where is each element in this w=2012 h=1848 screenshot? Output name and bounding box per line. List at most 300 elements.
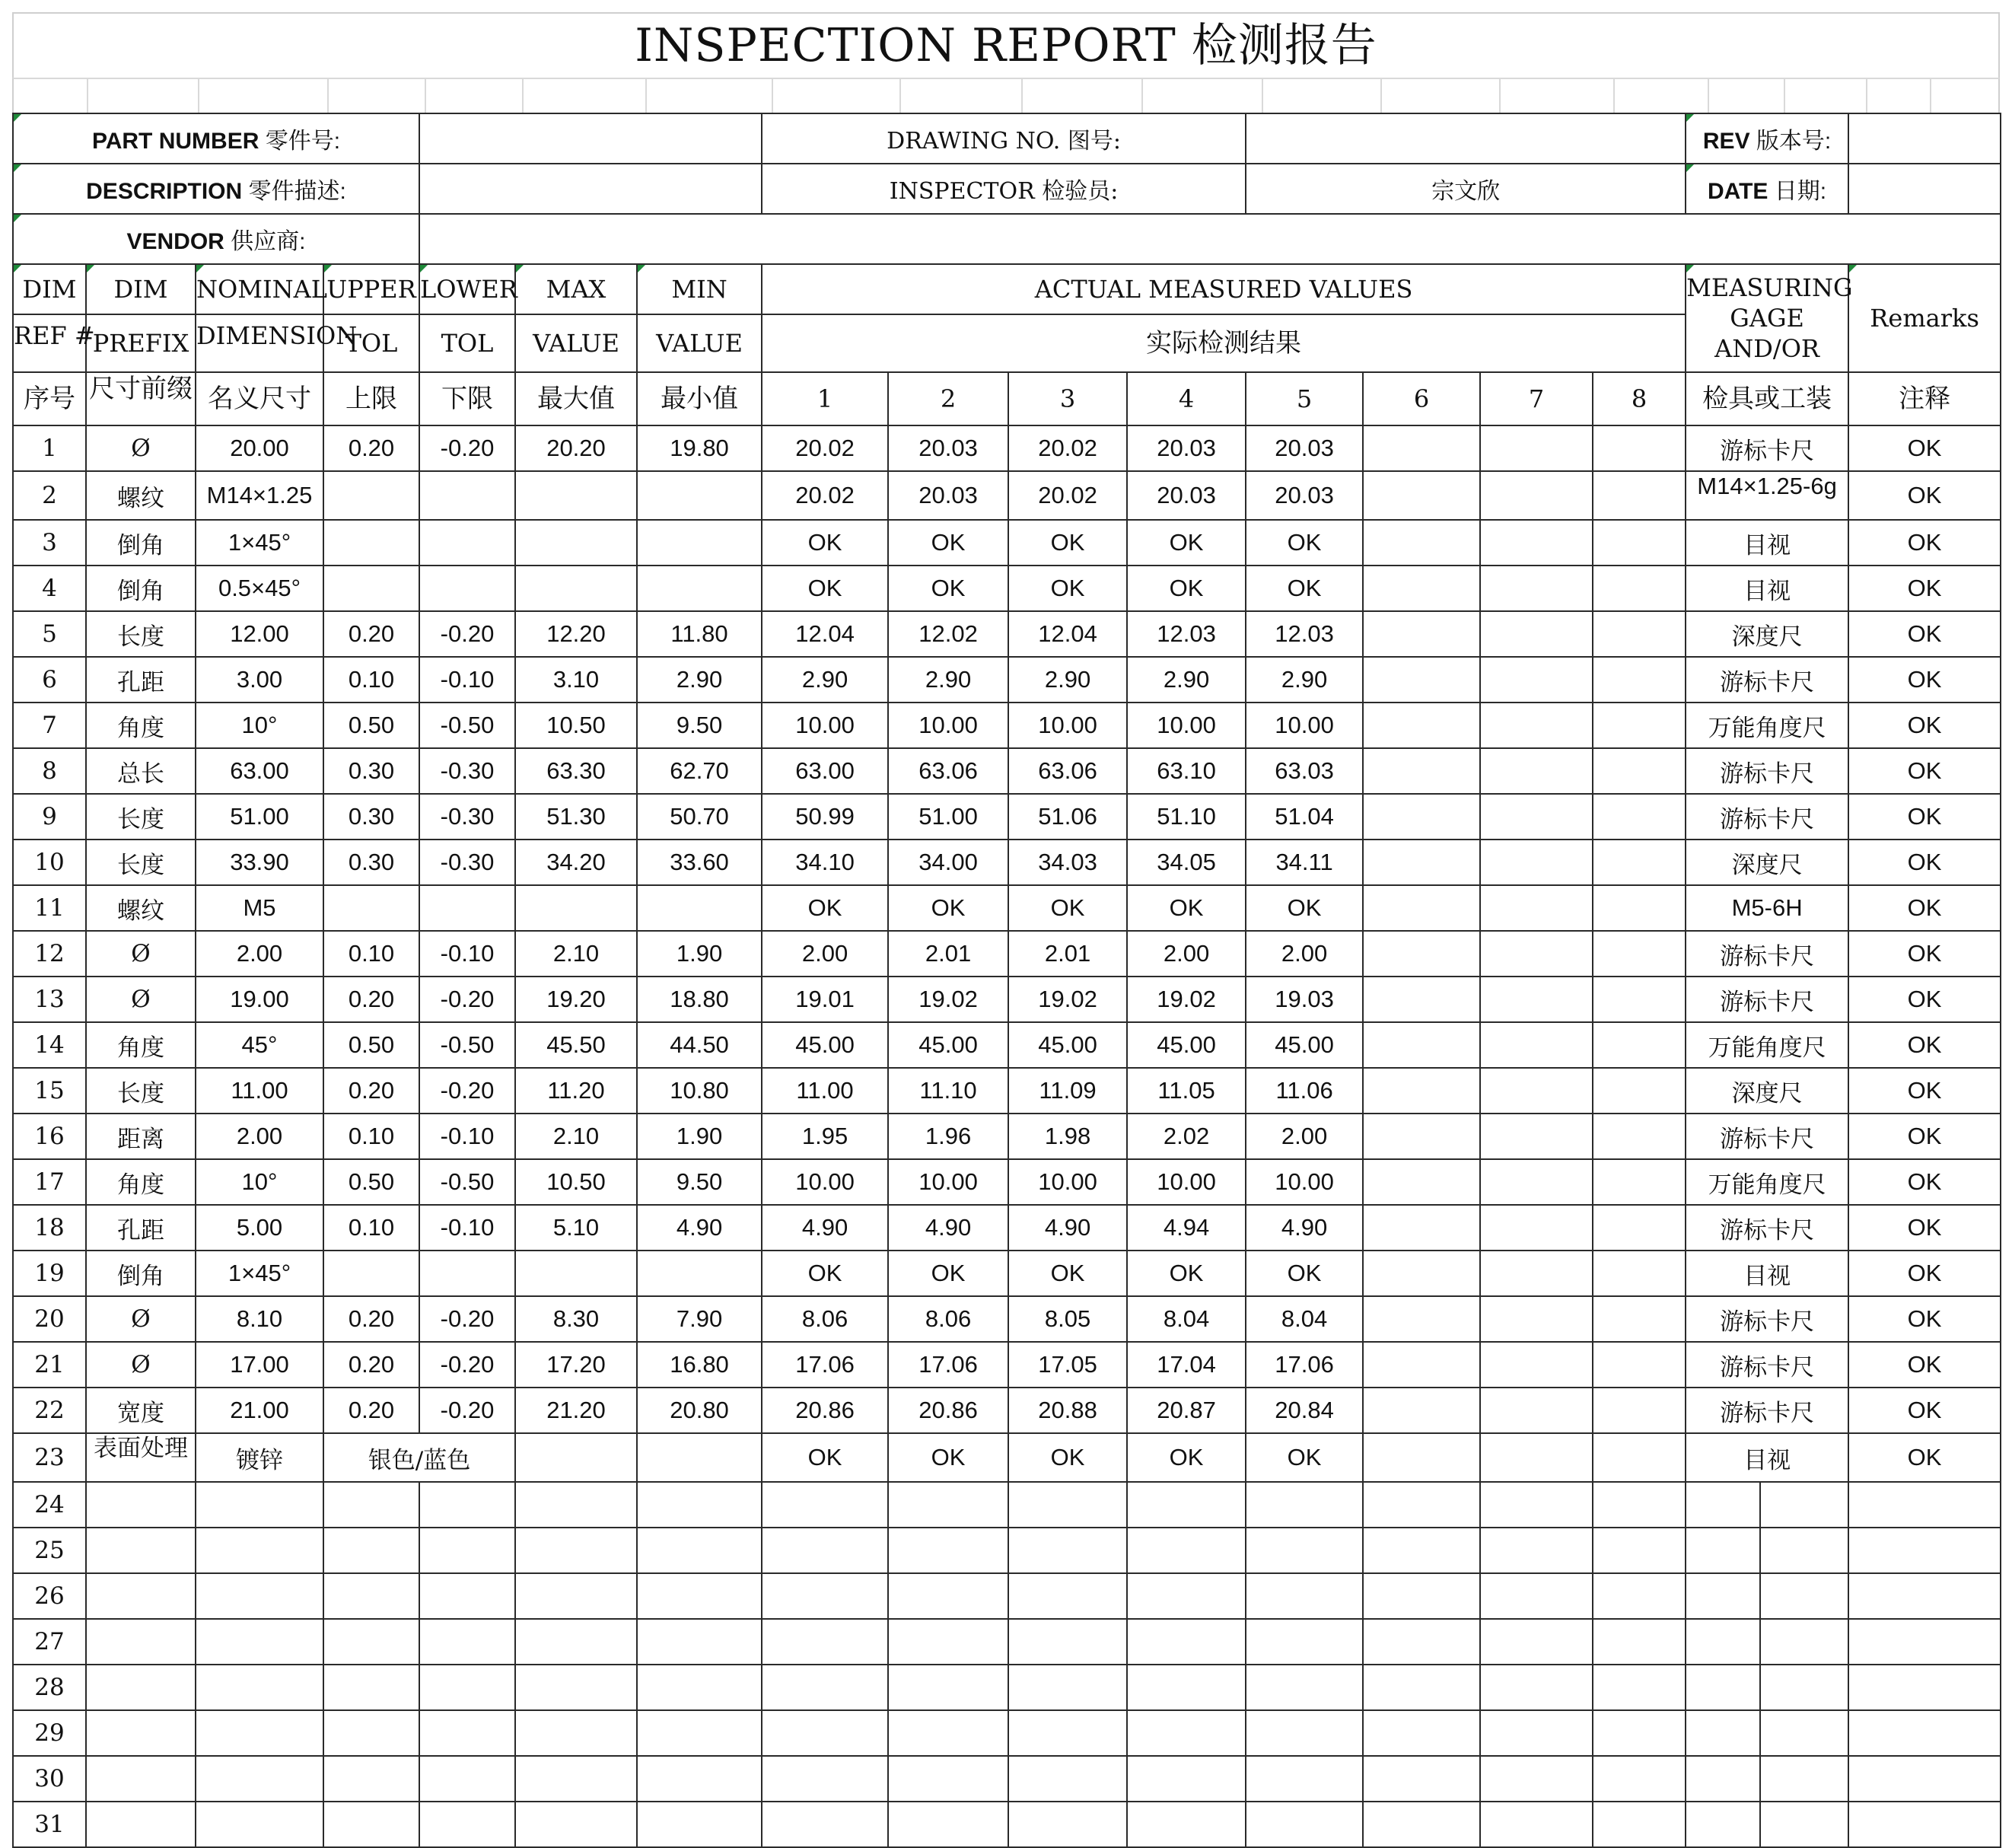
cell-measurement-6[interactable] (1363, 520, 1480, 566)
empty-cell[interactable] (1686, 1802, 1760, 1847)
cell-measurement-3[interactable]: 12.04 (1008, 611, 1127, 657)
cell-max[interactable] (515, 885, 637, 931)
empty-cell[interactable] (1593, 1573, 1686, 1619)
empty-cell[interactable] (86, 1802, 196, 1847)
empty-cell[interactable] (888, 1528, 1008, 1573)
cell-measurement-8[interactable] (1593, 611, 1686, 657)
cell-upper-tol[interactable]: 0.10 (323, 931, 419, 977)
cell-remark[interactable]: OK (1848, 1342, 2001, 1388)
cell-measurement-5[interactable]: 10.00 (1246, 703, 1363, 748)
cell-measurement-3[interactable]: 19.02 (1008, 977, 1127, 1022)
empty-cell[interactable] (86, 1710, 196, 1756)
cell-gage[interactable]: 游标卡尺 (1686, 1205, 1848, 1251)
empty-cell[interactable] (1246, 1756, 1363, 1802)
cell-measurement-3[interactable]: 20.02 (1008, 471, 1127, 520)
cell-measurement-2[interactable]: OK (888, 1251, 1008, 1296)
empty-cell[interactable] (1848, 1482, 2001, 1528)
empty-cell[interactable] (419, 1756, 515, 1802)
empty-cell[interactable] (762, 1802, 888, 1847)
cell-measurement-7[interactable] (1480, 703, 1593, 748)
cell-measurement-6[interactable] (1363, 1296, 1480, 1342)
cell-lower-tol[interactable]: -0.50 (419, 703, 515, 748)
cell-upper-tol[interactable]: 0.20 (323, 1068, 419, 1114)
cell-measurement-7[interactable] (1480, 931, 1593, 977)
cell-ref[interactable]: 28 (13, 1665, 86, 1710)
cell-measurement-5[interactable]: 10.00 (1246, 1159, 1363, 1205)
cell-measurement-7[interactable] (1480, 1205, 1593, 1251)
cell-measurement-4[interactable]: 8.04 (1127, 1296, 1246, 1342)
cell-gage[interactable]: 万能角度尺 (1686, 1159, 1848, 1205)
cell-gage[interactable]: 深度尺 (1686, 840, 1848, 885)
cell-upper-tol[interactable]: 0.10 (323, 657, 419, 703)
cell-measurement-5[interactable]: OK (1246, 520, 1363, 566)
cell-upper-tol[interactable] (323, 471, 419, 520)
cell-ref[interactable]: 20 (13, 1296, 86, 1342)
empty-cell[interactable] (888, 1710, 1008, 1756)
cell-lower-tol[interactable]: -0.20 (419, 611, 515, 657)
cell-measurement-8[interactable] (1593, 703, 1686, 748)
empty-cell[interactable] (323, 1802, 419, 1847)
cell-measurement-7[interactable] (1480, 520, 1593, 566)
cell-prefix[interactable]: 倒角 (86, 520, 196, 566)
empty-cell[interactable] (1480, 1573, 1593, 1619)
cell-lower-tol[interactable] (419, 471, 515, 520)
cell-measurement-4[interactable]: 2.00 (1127, 931, 1246, 977)
cell-upper-tol[interactable]: 0.50 (323, 1159, 419, 1205)
cell-ref[interactable]: 21 (13, 1342, 86, 1388)
cell-measurement-4[interactable]: 20.03 (1127, 471, 1246, 520)
empty-cell[interactable] (1363, 1482, 1480, 1528)
empty-cell[interactable] (1593, 1482, 1686, 1528)
cell-measurement-5[interactable]: 12.03 (1246, 611, 1363, 657)
cell-remark[interactable]: OK (1848, 931, 2001, 977)
cell-measurement-4[interactable]: OK (1127, 520, 1246, 566)
cell-remark[interactable]: OK (1848, 471, 2001, 520)
cell-measurement-2[interactable]: 19.02 (888, 977, 1008, 1022)
cell-measurement-8[interactable] (1593, 1022, 1686, 1068)
cell-measurement-4[interactable]: 10.00 (1127, 703, 1246, 748)
empty-cell[interactable] (1246, 1710, 1363, 1756)
cell-ref[interactable]: 15 (13, 1068, 86, 1114)
cell-measurement-1[interactable]: 20.02 (762, 471, 888, 520)
cell-max[interactable]: 34.20 (515, 840, 637, 885)
empty-cell[interactable] (419, 1802, 515, 1847)
cell-remark[interactable]: OK (1848, 794, 2001, 840)
cell-gage[interactable]: 万能角度尺 (1686, 703, 1848, 748)
cell-measurement-6[interactable] (1363, 1205, 1480, 1251)
cell-max[interactable]: 10.50 (515, 703, 637, 748)
cell-ref[interactable]: 31 (13, 1802, 86, 1847)
empty-cell[interactable] (1686, 1619, 1760, 1665)
empty-cell[interactable] (762, 1710, 888, 1756)
cell-measurement-2[interactable]: 10.00 (888, 1159, 1008, 1205)
empty-cell[interactable] (1686, 1710, 1760, 1756)
cell-ref[interactable]: 22 (13, 1388, 86, 1433)
cell-remark[interactable]: OK (1848, 977, 2001, 1022)
empty-cell[interactable] (1008, 1665, 1127, 1710)
empty-cell[interactable] (888, 1482, 1008, 1528)
empty-cell[interactable] (323, 1573, 419, 1619)
cell-measurement-3[interactable]: 45.00 (1008, 1022, 1127, 1068)
cell-measurement-6[interactable] (1363, 1022, 1480, 1068)
empty-cell[interactable] (1363, 1619, 1480, 1665)
rev-field[interactable] (1848, 113, 2001, 164)
date-field[interactable] (1848, 164, 2001, 214)
empty-cell[interactable] (1246, 1802, 1363, 1847)
cell-nominal[interactable]: 2.00 (196, 931, 323, 977)
cell-lower-tol[interactable] (419, 520, 515, 566)
cell-prefix[interactable]: 距离 (86, 1114, 196, 1159)
cell-measurement-3[interactable]: OK (1008, 1433, 1127, 1482)
cell-measurement-8[interactable] (1593, 1388, 1686, 1433)
empty-cell[interactable] (515, 1619, 637, 1665)
cell-measurement-5[interactable]: 2.00 (1246, 1114, 1363, 1159)
empty-cell[interactable] (1848, 1528, 2001, 1573)
cell-gage[interactable]: 目视 (1686, 1433, 1848, 1482)
empty-cell[interactable] (1760, 1665, 1848, 1710)
cell-measurement-1[interactable]: 8.06 (762, 1296, 888, 1342)
cell-measurement-7[interactable] (1480, 1114, 1593, 1159)
cell-lower-tol[interactable] (419, 566, 515, 611)
cell-measurement-8[interactable] (1593, 657, 1686, 703)
cell-ref[interactable]: 5 (13, 611, 86, 657)
cell-lower-tol[interactable]: -0.20 (419, 977, 515, 1022)
cell-remark[interactable]: OK (1848, 1296, 2001, 1342)
cell-nominal[interactable]: M14×1.25 (196, 471, 323, 520)
cell-measurement-4[interactable]: 4.94 (1127, 1205, 1246, 1251)
cell-max[interactable]: 8.30 (515, 1296, 637, 1342)
cell-remark[interactable]: OK (1848, 1433, 2001, 1482)
cell-min[interactable]: 9.50 (637, 1159, 762, 1205)
cell-upper-tol[interactable] (323, 1251, 419, 1296)
cell-nominal[interactable]: 10° (196, 703, 323, 748)
cell-max[interactable] (515, 1433, 637, 1482)
empty-cell[interactable] (888, 1573, 1008, 1619)
cell-measurement-6[interactable] (1363, 1433, 1480, 1482)
cell-measurement-2[interactable]: OK (888, 520, 1008, 566)
empty-cell[interactable] (1127, 1665, 1246, 1710)
cell-measurement-8[interactable] (1593, 977, 1686, 1022)
cell-lower-tol[interactable]: -0.30 (419, 840, 515, 885)
cell-measurement-8[interactable] (1593, 1159, 1686, 1205)
empty-cell[interactable] (762, 1482, 888, 1528)
empty-cell[interactable] (1593, 1802, 1686, 1847)
cell-nominal[interactable]: 51.00 (196, 794, 323, 840)
cell-max[interactable] (515, 471, 637, 520)
empty-cell[interactable] (762, 1665, 888, 1710)
cell-max[interactable]: 2.10 (515, 1114, 637, 1159)
cell-measurement-8[interactable] (1593, 1114, 1686, 1159)
empty-cell[interactable] (1686, 1528, 1760, 1573)
empty-cell[interactable] (762, 1573, 888, 1619)
cell-ref[interactable]: 19 (13, 1251, 86, 1296)
cell-ref[interactable]: 23 (13, 1433, 86, 1482)
empty-cell[interactable] (1127, 1710, 1246, 1756)
cell-upper-tol[interactable]: 0.30 (323, 794, 419, 840)
cell-ref[interactable]: 9 (13, 794, 86, 840)
cell-measurement-5[interactable]: OK (1246, 566, 1363, 611)
empty-cell[interactable] (1848, 1802, 2001, 1847)
cell-prefix[interactable]: 长度 (86, 840, 196, 885)
cell-measurement-2[interactable]: 12.02 (888, 611, 1008, 657)
cell-measurement-2[interactable]: 20.86 (888, 1388, 1008, 1433)
cell-max[interactable]: 17.20 (515, 1342, 637, 1388)
empty-cell[interactable] (637, 1756, 762, 1802)
cell-measurement-3[interactable]: 10.00 (1008, 703, 1127, 748)
empty-cell[interactable] (323, 1756, 419, 1802)
cell-gage[interactable]: 目视 (1686, 520, 1848, 566)
cell-remark[interactable]: OK (1848, 748, 2001, 794)
cell-measurement-2[interactable]: OK (888, 1433, 1008, 1482)
cell-measurement-6[interactable] (1363, 425, 1480, 471)
cell-min[interactable]: 4.90 (637, 1205, 762, 1251)
cell-max[interactable]: 63.30 (515, 748, 637, 794)
cell-measurement-5[interactable]: 2.00 (1246, 931, 1363, 977)
cell-measurement-5[interactable]: 17.06 (1246, 1342, 1363, 1388)
cell-measurement-2[interactable]: OK (888, 885, 1008, 931)
empty-cell[interactable] (419, 1528, 515, 1573)
cell-measurement-8[interactable] (1593, 840, 1686, 885)
cell-remark[interactable]: OK (1848, 1114, 2001, 1159)
empty-cell[interactable] (1127, 1802, 1246, 1847)
cell-max[interactable]: 2.10 (515, 931, 637, 977)
cell-measurement-8[interactable] (1593, 1433, 1686, 1482)
cell-min[interactable] (637, 471, 762, 520)
cell-measurement-2[interactable]: 8.06 (888, 1296, 1008, 1342)
cell-measurement-6[interactable] (1363, 1114, 1480, 1159)
cell-measurement-8[interactable] (1593, 931, 1686, 977)
empty-cell[interactable] (1760, 1573, 1848, 1619)
cell-measurement-4[interactable]: 10.00 (1127, 1159, 1246, 1205)
cell-prefix[interactable]: 角度 (86, 1159, 196, 1205)
cell-measurement-1[interactable]: 1.95 (762, 1114, 888, 1159)
cell-prefix[interactable]: 长度 (86, 1068, 196, 1114)
cell-measurement-1[interactable]: 19.01 (762, 977, 888, 1022)
empty-cell[interactable] (419, 1665, 515, 1710)
empty-cell[interactable] (323, 1665, 419, 1710)
cell-measurement-6[interactable] (1363, 840, 1480, 885)
cell-upper-tol[interactable]: 0.10 (323, 1205, 419, 1251)
empty-cell[interactable] (1363, 1573, 1480, 1619)
cell-remark[interactable]: OK (1848, 1388, 2001, 1433)
cell-upper-tol[interactable]: 0.20 (323, 425, 419, 471)
cell-nominal[interactable]: 5.00 (196, 1205, 323, 1251)
cell-prefix[interactable]: Ø (86, 1342, 196, 1388)
empty-cell[interactable] (419, 1573, 515, 1619)
cell-measurement-2[interactable]: 2.01 (888, 931, 1008, 977)
cell-lower-tol[interactable]: -0.20 (419, 1296, 515, 1342)
cell-max[interactable]: 3.10 (515, 657, 637, 703)
cell-ref[interactable]: 27 (13, 1619, 86, 1665)
cell-lower-tol[interactable]: -0.30 (419, 794, 515, 840)
empty-cell[interactable] (1127, 1756, 1246, 1802)
cell-nominal[interactable]: 12.00 (196, 611, 323, 657)
cell-measurement-7[interactable] (1480, 1342, 1593, 1388)
cell-measurement-5[interactable]: OK (1246, 1433, 1363, 1482)
empty-cell[interactable] (196, 1802, 323, 1847)
empty-cell[interactable] (1008, 1802, 1127, 1847)
empty-cell[interactable] (1246, 1619, 1363, 1665)
empty-cell[interactable] (1008, 1482, 1127, 1528)
cell-measurement-4[interactable]: 34.05 (1127, 840, 1246, 885)
empty-cell[interactable] (762, 1619, 888, 1665)
cell-measurement-1[interactable]: OK (762, 520, 888, 566)
empty-cell[interactable] (1480, 1665, 1593, 1710)
cell-nominal[interactable]: 11.00 (196, 1068, 323, 1114)
cell-nominal[interactable]: 33.90 (196, 840, 323, 885)
cell-measurement-8[interactable] (1593, 794, 1686, 840)
cell-min[interactable] (637, 566, 762, 611)
cell-max[interactable]: 12.20 (515, 611, 637, 657)
empty-cell[interactable] (637, 1710, 762, 1756)
cell-gage[interactable]: 深度尺 (1686, 1068, 1848, 1114)
cell-measurement-5[interactable]: OK (1246, 1251, 1363, 1296)
empty-cell[interactable] (1246, 1482, 1363, 1528)
cell-measurement-3[interactable]: OK (1008, 520, 1127, 566)
cell-ref[interactable]: 25 (13, 1528, 86, 1573)
cell-measurement-1[interactable]: 12.04 (762, 611, 888, 657)
cell-nominal[interactable]: 3.00 (196, 657, 323, 703)
cell-measurement-3[interactable]: 4.90 (1008, 1205, 1127, 1251)
cell-measurement-6[interactable] (1363, 931, 1480, 977)
cell-measurement-5[interactable]: 8.04 (1246, 1296, 1363, 1342)
cell-measurement-5[interactable]: 51.04 (1246, 794, 1363, 840)
cell-measurement-5[interactable]: 20.84 (1246, 1388, 1363, 1433)
empty-cell[interactable] (1246, 1573, 1363, 1619)
cell-gage[interactable]: 游标卡尺 (1686, 1296, 1848, 1342)
cell-measurement-7[interactable] (1480, 471, 1593, 520)
cell-measurement-6[interactable] (1363, 748, 1480, 794)
cell-min[interactable]: 50.70 (637, 794, 762, 840)
cell-measurement-4[interactable]: 2.90 (1127, 657, 1246, 703)
empty-cell[interactable] (515, 1802, 637, 1847)
empty-cell[interactable] (1127, 1528, 1246, 1573)
empty-cell[interactable] (1760, 1482, 1848, 1528)
empty-cell[interactable] (196, 1573, 323, 1619)
cell-measurement-4[interactable]: OK (1127, 566, 1246, 611)
cell-max[interactable]: 10.50 (515, 1159, 637, 1205)
cell-max[interactable]: 51.30 (515, 794, 637, 840)
cell-lower-tol[interactable]: -0.50 (419, 1159, 515, 1205)
cell-measurement-4[interactable]: 11.05 (1127, 1068, 1246, 1114)
cell-min[interactable]: 33.60 (637, 840, 762, 885)
cell-max[interactable]: 11.20 (515, 1068, 637, 1114)
cell-measurement-7[interactable] (1480, 1022, 1593, 1068)
empty-cell[interactable] (637, 1573, 762, 1619)
empty-cell[interactable] (1686, 1756, 1760, 1802)
cell-ref[interactable]: 12 (13, 931, 86, 977)
cell-gage[interactable]: M14×1.25-6g (1686, 471, 1848, 520)
empty-cell[interactable] (196, 1528, 323, 1573)
cell-measurement-2[interactable]: 11.10 (888, 1068, 1008, 1114)
cell-measurement-5[interactable]: 4.90 (1246, 1205, 1363, 1251)
cell-ref[interactable]: 8 (13, 748, 86, 794)
cell-ref[interactable]: 4 (13, 566, 86, 611)
cell-measurement-7[interactable] (1480, 566, 1593, 611)
cell-measurement-4[interactable]: 45.00 (1127, 1022, 1246, 1068)
empty-cell[interactable] (1480, 1802, 1593, 1847)
cell-measurement-6[interactable] (1363, 1342, 1480, 1388)
empty-cell[interactable] (888, 1802, 1008, 1847)
cell-gage[interactable]: 游标卡尺 (1686, 748, 1848, 794)
cell-remark[interactable]: OK (1848, 520, 2001, 566)
drawing-number-field[interactable] (1246, 113, 1686, 164)
cell-ref[interactable]: 14 (13, 1022, 86, 1068)
empty-cell[interactable] (888, 1619, 1008, 1665)
cell-upper-tol[interactable]: 0.50 (323, 703, 419, 748)
cell-measurement-3[interactable]: 51.06 (1008, 794, 1127, 840)
empty-cell[interactable] (1593, 1710, 1686, 1756)
empty-cell[interactable] (1008, 1710, 1127, 1756)
cell-upper-tol[interactable]: 0.20 (323, 977, 419, 1022)
cell-gage[interactable]: 游标卡尺 (1686, 1114, 1848, 1159)
cell-measurement-8[interactable] (1593, 566, 1686, 611)
cell-measurement-2[interactable]: 4.90 (888, 1205, 1008, 1251)
cell-measurement-1[interactable]: OK (762, 885, 888, 931)
cell-upper-tol[interactable] (323, 566, 419, 611)
cell-prefix[interactable]: Ø (86, 931, 196, 977)
cell-measurement-6[interactable] (1363, 885, 1480, 931)
cell-measurement-3[interactable]: 11.09 (1008, 1068, 1127, 1114)
vendor-field[interactable] (419, 214, 2001, 264)
cell-min[interactable]: 1.90 (637, 931, 762, 977)
cell-gage[interactable]: 游标卡尺 (1686, 1342, 1848, 1388)
empty-cell[interactable] (1008, 1573, 1127, 1619)
cell-nominal[interactable]: 1×45° (196, 520, 323, 566)
cell-ref[interactable]: 13 (13, 977, 86, 1022)
cell-measurement-8[interactable] (1593, 1296, 1686, 1342)
cell-measurement-1[interactable]: 10.00 (762, 703, 888, 748)
cell-min[interactable]: 2.90 (637, 657, 762, 703)
cell-measurement-1[interactable]: 2.90 (762, 657, 888, 703)
cell-measurement-4[interactable]: 20.03 (1127, 425, 1246, 471)
empty-cell[interactable] (515, 1573, 637, 1619)
empty-cell[interactable] (86, 1665, 196, 1710)
empty-cell[interactable] (86, 1573, 196, 1619)
cell-measurement-1[interactable]: 10.00 (762, 1159, 888, 1205)
cell-measurement-4[interactable]: OK (1127, 1433, 1246, 1482)
cell-measurement-1[interactable]: 20.86 (762, 1388, 888, 1433)
cell-nominal[interactable]: 21.00 (196, 1388, 323, 1433)
cell-nominal[interactable]: 1×45° (196, 1251, 323, 1296)
cell-measurement-4[interactable]: 17.04 (1127, 1342, 1246, 1388)
cell-prefix[interactable]: 角度 (86, 703, 196, 748)
cell-upper-tol[interactable]: 银色/蓝色 (323, 1433, 515, 1482)
cell-measurement-2[interactable]: 63.06 (888, 748, 1008, 794)
empty-cell[interactable] (86, 1619, 196, 1665)
empty-cell[interactable] (1760, 1528, 1848, 1573)
cell-measurement-4[interactable]: OK (1127, 1251, 1246, 1296)
cell-lower-tol[interactable]: -0.10 (419, 931, 515, 977)
empty-cell[interactable] (1127, 1482, 1246, 1528)
cell-remark[interactable]: OK (1848, 1251, 2001, 1296)
empty-cell[interactable] (86, 1528, 196, 1573)
empty-cell[interactable] (1760, 1619, 1848, 1665)
cell-measurement-8[interactable] (1593, 520, 1686, 566)
inspector-field[interactable]: 宗文欣 (1246, 164, 1686, 214)
cell-ref[interactable]: 18 (13, 1205, 86, 1251)
cell-min[interactable]: 44.50 (637, 1022, 762, 1068)
cell-min[interactable]: 10.80 (637, 1068, 762, 1114)
cell-lower-tol[interactable]: -0.20 (419, 425, 515, 471)
cell-lower-tol[interactable]: -0.20 (419, 1388, 515, 1433)
cell-measurement-6[interactable] (1363, 657, 1480, 703)
cell-ref[interactable]: 11 (13, 885, 86, 931)
empty-cell[interactable] (1363, 1802, 1480, 1847)
cell-measurement-7[interactable] (1480, 885, 1593, 931)
cell-measurement-4[interactable]: 51.10 (1127, 794, 1246, 840)
cell-measurement-5[interactable]: 34.11 (1246, 840, 1363, 885)
